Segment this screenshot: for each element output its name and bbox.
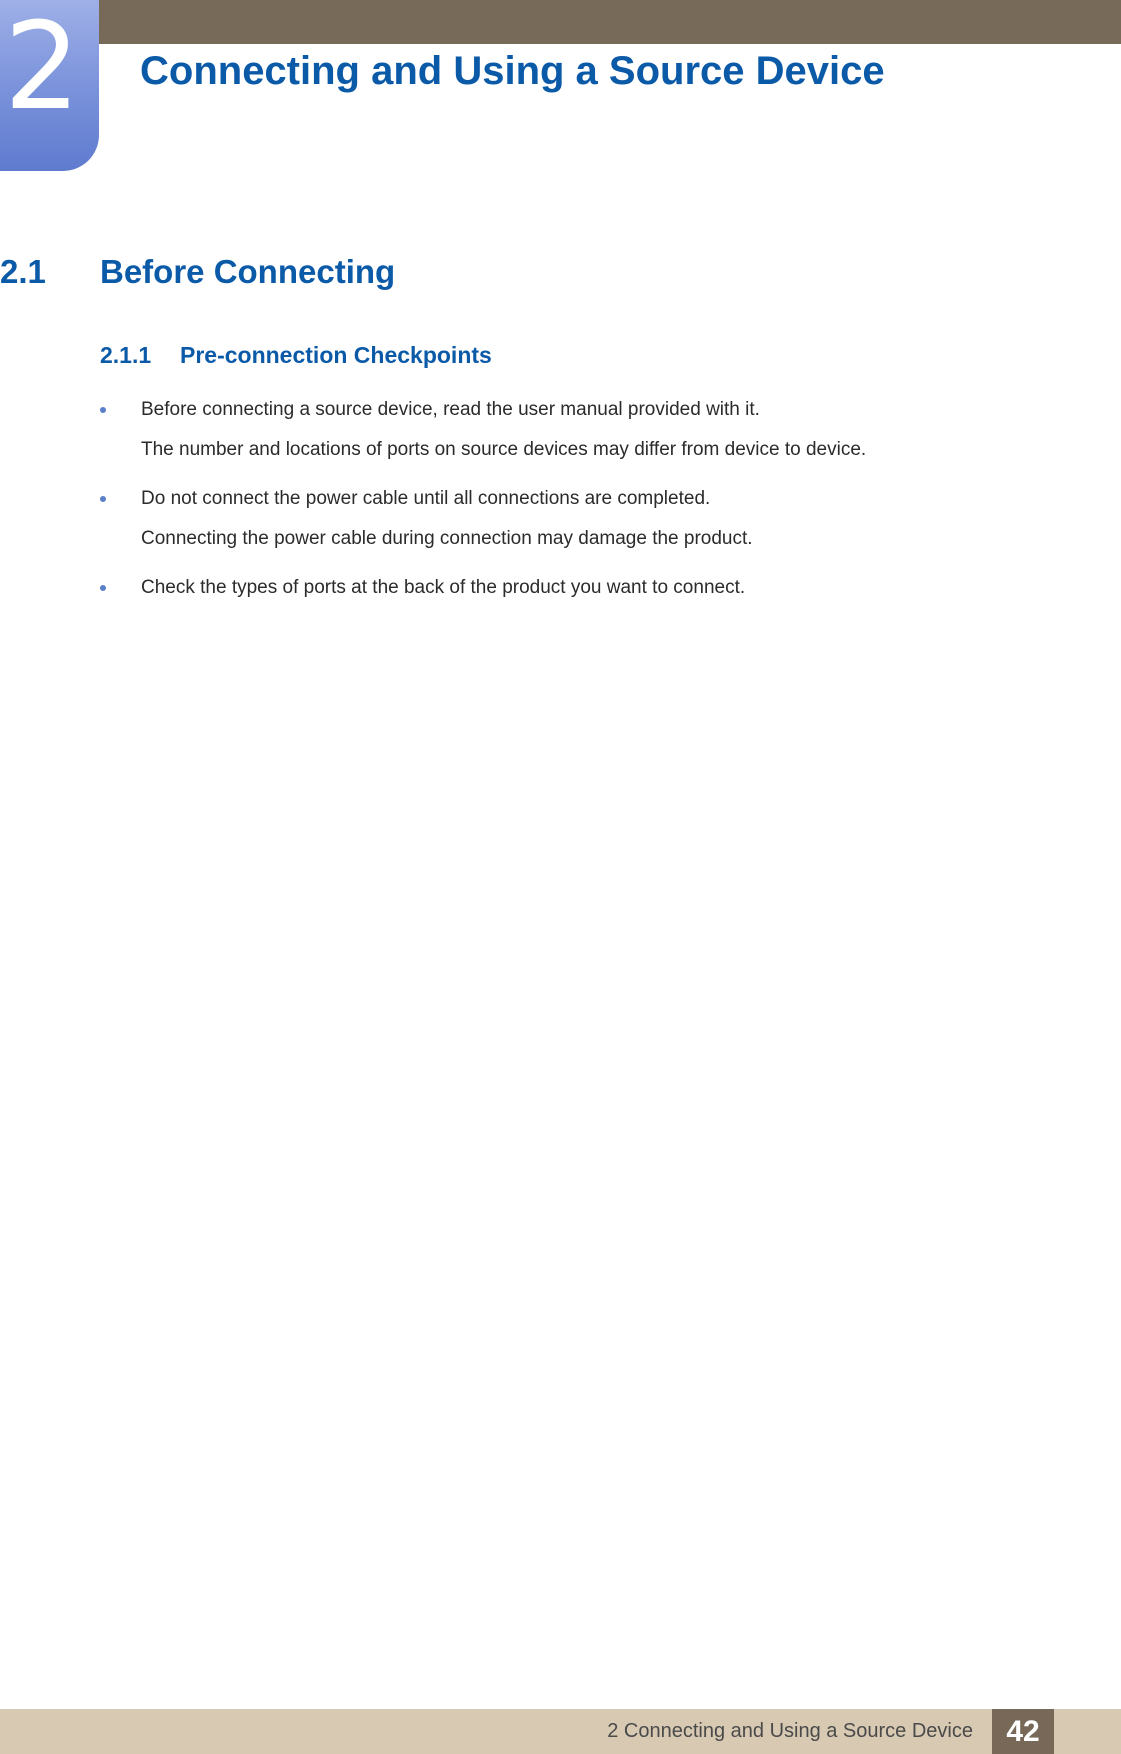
- chapter-title: Connecting and Using a Source Device: [140, 49, 885, 93]
- checkpoint-text: Check the types of ports at the back of the product you want to connect.: [141, 577, 746, 598]
- list-item: [100, 395, 1040, 465]
- list-item: [100, 484, 1040, 554]
- checkpoint-note: Connecting the power cable during connection may damage the product.: [141, 528, 753, 549]
- section-number: 2.1: [0, 253, 46, 290]
- footer-chapter-label: 2 Connecting and Using a Source Device: [607, 1720, 973, 1742]
- list-item: [100, 573, 1040, 603]
- subsection-number: 2.1.1: [100, 341, 152, 368]
- section-title: Before Connecting: [100, 253, 396, 290]
- bullet-icon: [100, 496, 106, 502]
- chapter-number-badge: [0, 0, 99, 171]
- bullet-icon: [100, 407, 106, 413]
- chapter-number: 2: [4, 0, 81, 137]
- checkpoint-note: The number and locations of ports on source devices may differ from device to device.: [141, 439, 867, 460]
- header-bar: [0, 0, 1121, 44]
- section-heading: [0, 251, 395, 293]
- page-number: 42: [992, 1709, 1054, 1754]
- checkpoint-list: [100, 395, 1040, 622]
- subsection-title: Pre-connection Checkpoints: [180, 341, 492, 368]
- checkpoint-text: Before connecting a source device, read the user manual provided with it.: [141, 399, 760, 420]
- subsection-heading: [100, 340, 492, 370]
- checkpoint-text: Do not connect the power cable until all connections are completed.: [141, 488, 711, 509]
- bullet-icon: [100, 585, 106, 591]
